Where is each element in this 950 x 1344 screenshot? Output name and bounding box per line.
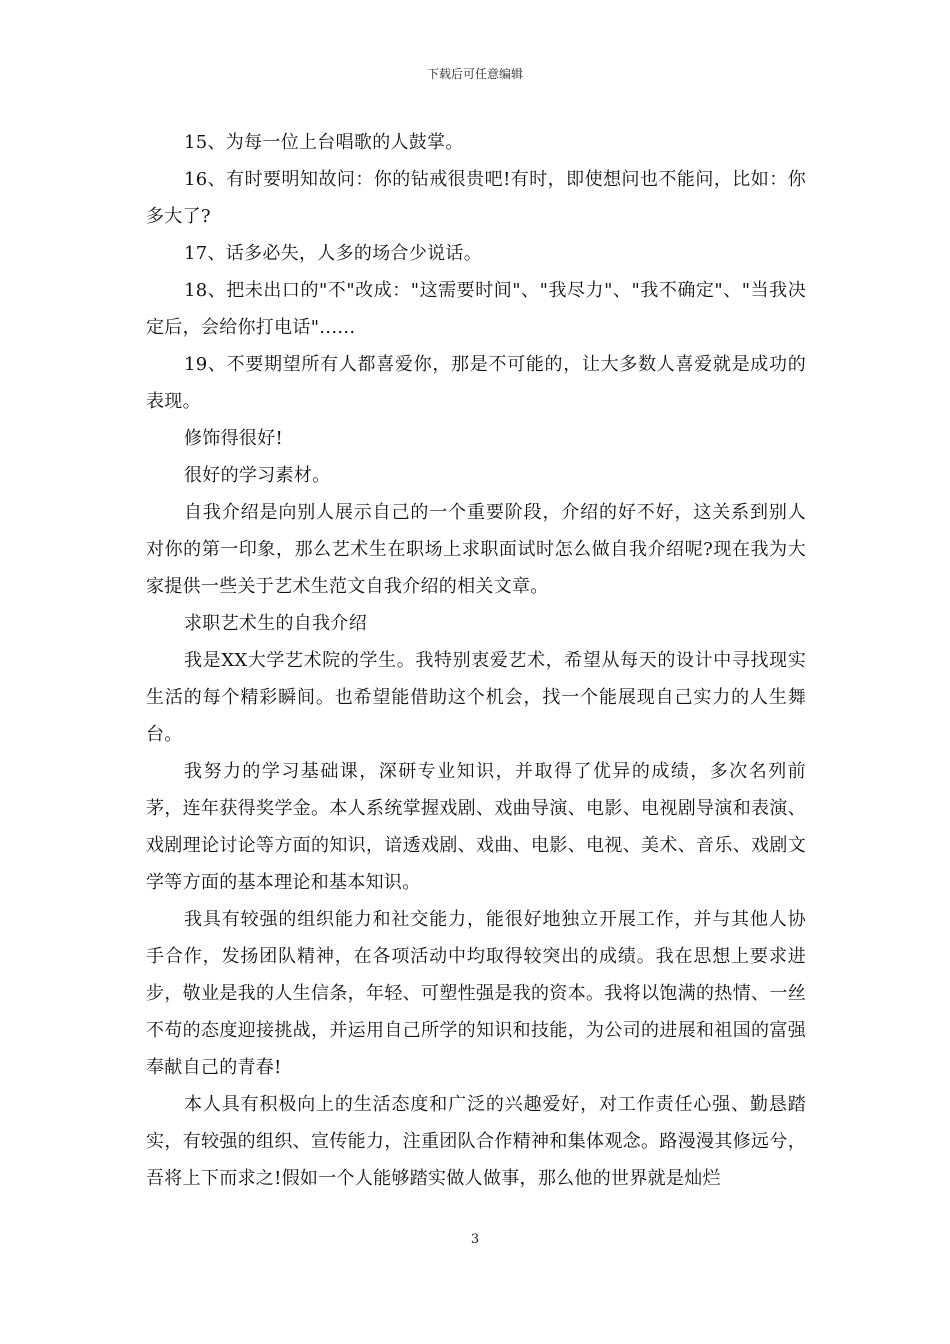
paragraph-tip-16: 16、有时要明知故问：你的钻戒很贵吧!有时，即使想问也不能问，比如：你多大了? (146, 169, 806, 227)
paragraph-comment-2: 很好的学习素材。 (184, 465, 331, 486)
paragraph-intro: 自我介绍是向别人展示自己的一个重要阶段，介绍的好不好，这关系到别人对你的第一印象，那么艺术生在职场上求职面试时怎么做自我介绍呢?现在我为大家提供一些关于艺术生范文自我介绍的相关文章。 (146, 502, 806, 597)
paragraph-tip-19: 19、不要期望所有人都喜爱你，那是不可能的，让大多数人喜爱就是成功的表现。 (146, 354, 806, 412)
section-heading: 求职艺术生的自我介绍 (184, 613, 367, 634)
paragraph-tip-17: 17、话多必失，人多的场合少说话。 (184, 243, 483, 264)
paragraph-tip-18: 18、把未出口的"不"改成："这需要时间"、"我尽力"、"我不确定"、"当我决定后，会给你打电话"...... (146, 280, 806, 338)
page-header: 下载后可任意编辑 (426, 67, 523, 81)
paragraph-self-intro-3: 我具有较强的组织能力和社交能力，能很好地独立开展工作，并与其他人协手合作，发扬团队精神，在各项活动中均取得较突出的成绩。我在思想上要求进步，敬业是我的人生信条，年轻、可塑性强是我的资本。我将以饱满的热情、一丝不苟的态度迎接挑战，并运用自己所学的知识和技能，为公司的进展和祖国的富强奉献自己的青春! (146, 909, 806, 1078)
paragraph-self-intro-2: 我努力的学习基础课，深研专业知识，并取得了优异的成绩，多次名列前茅，连年获得奖学金。本人系统掌握戏剧、戏曲导演、电影、电视剧导演和表演、戏剧理论讨论等方面的知识，谙透戏剧、戏曲、电影、电视、美术、音乐、戏剧文学等方面的基本理论和基本知识。 (146, 761, 806, 893)
paragraph-tip-15: 15、为每一位上台唱歌的人鼓掌。 (184, 132, 464, 153)
page-number: 3 (470, 1232, 480, 1247)
paragraph-self-intro-4: 本人具有积极向上的生活态度和广泛的兴趣爱好，对工作责任心强、勤恳踏实，有较强的组织、宣传能力，注重团队合作精神和集体观念。路漫漫其修远兮，吾将上下而求之!假如一个人能够踏实做人做事，那么他的世界就是灿烂 (146, 1094, 806, 1189)
paragraph-comment-1: 修饰得很好! (184, 428, 284, 449)
paragraph-self-intro-1: 我是XX大学艺术院的学生。我特别衷爱艺术，希望从每天的设计中寻找现实生活的每个精彩瞬间。也希望能借助这个机会，找一个能展现自己实力的人生舞台。 (146, 650, 806, 745)
document-body (146, 124, 806, 1197)
